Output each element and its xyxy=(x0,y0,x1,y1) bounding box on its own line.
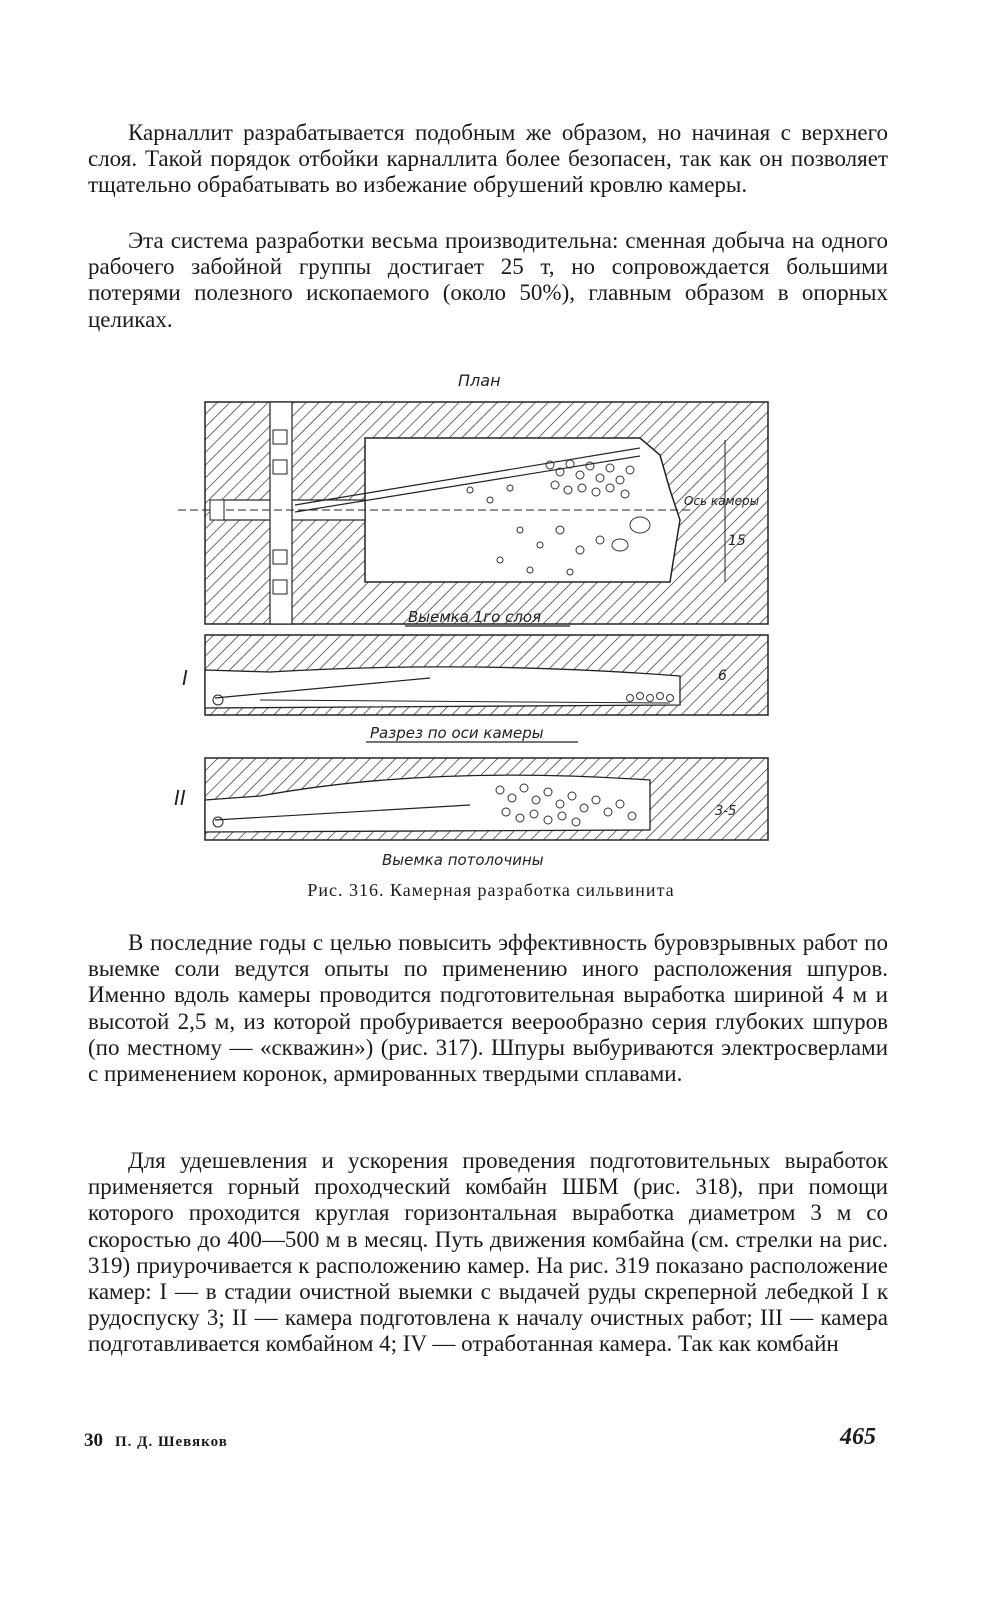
figure-caption: Рис. 316. Камерная разработка сильвинита xyxy=(307,880,675,900)
roman-ii-label: II xyxy=(174,786,186,810)
bottom-label: Выемка потолочины xyxy=(382,851,544,869)
paragraph-4: Для удешевления и ускорения проведения подготовительных выработок применяется горный проходческий комбайн ШБМ (рис. 318), при помощи которого проходится круглая горизонтальная выработка диаметром 3 м со скоростью до 400—500 м в месяц. Путь движения комбайна (см. стрелки на рис. 319) приурочивается к расположению камер. На рис. 319 показано расположение камер: I — в стадии очистной выемки с выдачей руды скреперной лебедкой I к рудоспуску 3; II — камера подготовлена к началу очистных работ; III — камера подготавливается комбайном 4; IV — отработанная камера. Так как комбайн xyxy=(88,1148,888,1357)
roman-i-label: I xyxy=(182,666,188,690)
plan-label: План xyxy=(458,371,501,390)
section-i-view xyxy=(205,635,768,715)
author-name: П. Д. Шевяков xyxy=(115,1434,228,1450)
page-number: 465 xyxy=(840,1424,876,1450)
plan-view xyxy=(178,402,768,624)
paragraph-1: Карналлит разрабатывается подобным же образом, но начиная с верхнего слоя. Такой порядок отбойки карналлита более безопасен, так как он позволяет тщательно обрабатывать во избежание обрушений кровлю камеры. xyxy=(88,120,888,198)
paragraph-2: Эта система разработки весьма производительна: сменная добыча на одного рабочего забойной группы достигает 25 т, но сопровождается большими потерями полезного ископаемого (около 50%), главным образом в опорных целиках. xyxy=(88,228,888,332)
footer-signature xyxy=(84,1430,228,1452)
dim-6-label: 6 xyxy=(718,668,727,684)
section-ii-view xyxy=(205,758,768,840)
sheet-number: 30 xyxy=(84,1430,103,1451)
dim-15-label: 15 xyxy=(728,533,746,549)
figure-316 xyxy=(170,360,790,880)
section1-label: Выемка 1го слоя xyxy=(408,608,542,626)
paragraph-3: В последние годы с целью повысить эффективность буровзрывных работ по выемке соли ведутся опыты по применению иного расположения шпуров. Именно вдоль камеры проводится подготовительная выработка шириной 4 м и высотой 2,5 м, из которой пробуривается веерообразно серия глубоких шпуров (по местному — «скважин») (рис. 317). Шпуры выбуриваются электросверлами с применением коронок, армированных твердыми сплавами. xyxy=(88,930,888,1087)
dim-3-5-label: 3-5 xyxy=(715,804,737,819)
section2-label: Разрез по оси камеры xyxy=(370,724,544,742)
figure-drawing xyxy=(170,360,790,880)
axis-label: Ось камеры xyxy=(684,494,760,508)
